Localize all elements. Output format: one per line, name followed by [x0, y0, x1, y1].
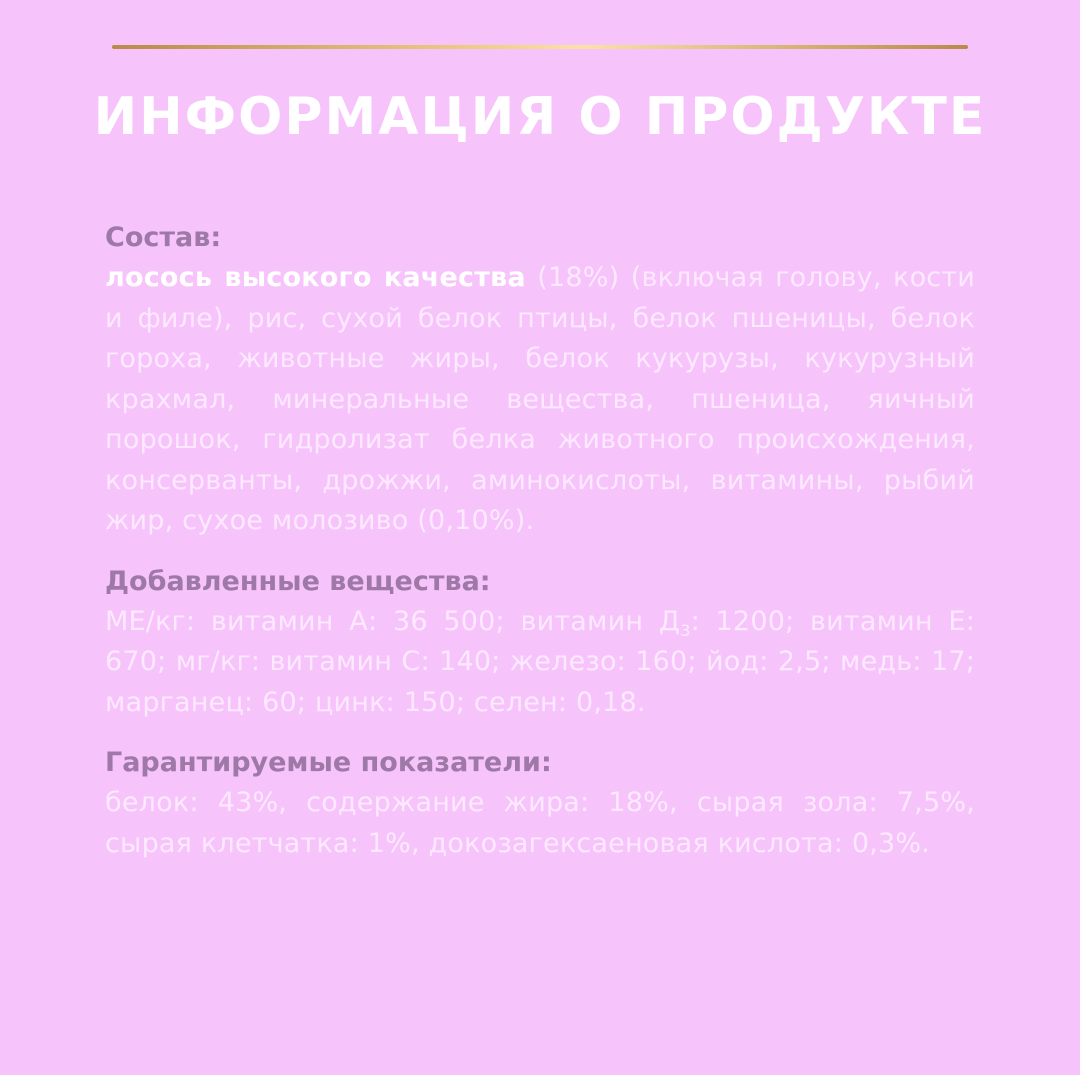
additives-text-part1: МЕ/кг: витамин А: 36 500; витамин Д	[105, 605, 681, 637]
vitamin-d-subscript: 3	[680, 620, 691, 640]
additives-text-part2: : 1200; витамин Е: 670; мг/кг: витамин С: 140; железо: 160; йод: 2,5; медь: 17; марганец: 60; цинк: 150; селен: 0,18.	[105, 605, 975, 718]
product-info-content	[105, 218, 975, 884]
page-title: ИНФОРМАЦИЯ О ПРОДУКТЕ	[93, 87, 987, 147]
additives-section	[105, 562, 975, 724]
composition-section	[105, 218, 975, 542]
composition-details: (18%) (включая голову, кости и филе), рис, сухой белок птицы, белок пшеницы, белок гороха, животные жиры, белок кукурузы, кукурузный крахмал, минеральные вещества, пшеница, яичный порошок, гидролизат белка животного происхождения, консерванты, дрожжи, аминокислоты, витамины, рыбий жир, сухое молозиво (0,10%).	[105, 262, 976, 536]
guaranteed-section	[105, 743, 975, 864]
additives-text	[105, 602, 975, 724]
additives-heading: Добавленные вещества:	[105, 565, 491, 597]
guaranteed-text: белок: 43%, содержание жира: 18%, сырая зола: 7,5%, сырая клетчатка: 1%, докозагексаеновая кислота: 0,3%.	[105, 787, 975, 859]
composition-heading: Состав:	[105, 222, 222, 253]
guaranteed-heading: Гарантируемые показатели:	[105, 747, 552, 778]
decorative-divider	[112, 45, 968, 49]
composition-text	[105, 258, 975, 542]
composition-lead: лосось высокого качества	[105, 262, 526, 293]
